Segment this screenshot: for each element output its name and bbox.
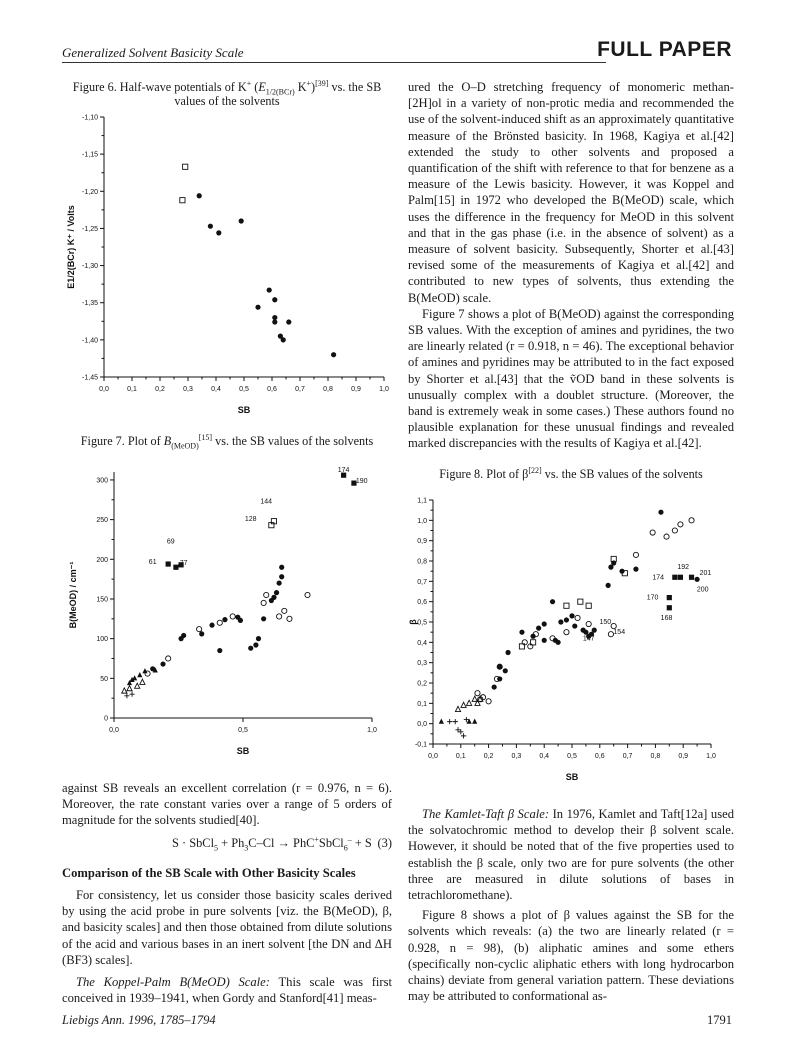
kamlet-title: The Kamlet-Taft β Scale:: [422, 807, 550, 821]
data-point-filled-circle: [248, 646, 253, 651]
data-label: 128: [244, 516, 257, 524]
y-tick-label: 0,7: [417, 578, 427, 586]
x-tick-label: 0,4: [539, 753, 550, 760]
data-point-filled-circle: [556, 640, 561, 645]
koppel-text: This scale was first conceived in 1939–1941, when Gordy and Stanford[41] meas-: [62, 975, 393, 1006]
koppel-title: The Koppel-Palm B(MeOD) Scale:: [76, 975, 270, 990]
data-point-filled-triangle: [137, 672, 142, 677]
section-heading: Comparison of the SB Scale with Other Basicity Scales: [62, 865, 356, 880]
data-label: 190: [355, 478, 368, 486]
data-point-filled-circle: [217, 648, 222, 653]
para-koppel: [62, 974, 392, 1006]
figure-7-chart: [62, 462, 402, 774]
equation-number: (3): [377, 835, 392, 850]
data-point-filled-circle: [255, 305, 260, 310]
y-axis-label: E1/2(BCr) K⁺ / Volts: [66, 205, 76, 289]
figure-6-chart: [62, 110, 402, 432]
data-point-filled-triangle: [472, 719, 477, 724]
x-tick-label: 0,9: [678, 753, 689, 760]
x-axis-label: SB: [236, 746, 250, 756]
data-point-filled-circle: [239, 218, 244, 223]
data-point-filled-square: [166, 561, 171, 566]
data-label: 174: [337, 467, 350, 474]
x-tick-label: 0,6: [594, 753, 605, 760]
y-tick-label: 0: [104, 715, 108, 723]
data-point-open-square: [586, 603, 591, 608]
figure-8-chart: [408, 490, 734, 792]
running-title: Generalized Solvent Basicity Scale: [62, 45, 244, 60]
data-point-open-circle: [575, 615, 580, 620]
y-tick-label: 0,2: [417, 680, 427, 688]
data-label: 174: [652, 574, 665, 582]
x-tick-label: 0,8: [323, 386, 333, 393]
data-point-filled-circle: [519, 630, 524, 635]
x-tick-label: 0,3: [511, 753, 522, 760]
para-right-2: Figure 7 shows a plot of B(MeOD) against the corresponding SB values. With the exception of amines and pyridines, the two are linearly related (r = 0.918, n = 46). The exceptional behavior of amines and pyridines may be attributed to in the fact exposed by Shorter et al.[43] that the ṽOD band in these solvents is unusually complex with a doublet structure. (Moreover, the band is extremely weak in some cases.) These authors found no plausible explanation for these unusual findings and revealed marked discrepancies with the results of Kagiya et al.[42].: [408, 306, 734, 451]
x-tick-label: 0,6: [267, 386, 277, 393]
data-point-filled-triangle: [439, 719, 444, 724]
data-point-open-circle: [678, 522, 683, 527]
data-point-filled-circle: [695, 577, 700, 582]
para-fig8: Figure 8 shows a plot of β values against the SB for the solvents which reveals: (a) the two are linearly related (r = 0.928, n = 98), (b) aliphatic amines and some ethers (specifically non-cyclic aliphatic ethers with long hydrocarbon chains) deviate from general variation pattern. These deviations may be attributed to conformational as-: [408, 908, 734, 1004]
y-tick-label: -1,45: [82, 374, 98, 382]
data-point-filled-circle: [542, 638, 547, 643]
para-kamlet: [408, 806, 734, 903]
data-point-open-circle: [486, 699, 491, 704]
x-tick-label: 0,7: [295, 386, 305, 393]
equation-3: S · SbCl$_5$ + $Ph_3C-Cl$ → PhC+SbCl$_6$– + S: [172, 834, 372, 853]
x-tick-label: 0,8: [650, 753, 661, 760]
data-point-open-square: [183, 164, 188, 169]
x-axis-label: SB: [237, 405, 251, 415]
data-point-filled-square: [689, 575, 694, 580]
para-consistency: For consistency, let us consider those basicity scales derived by using the acid probe in pure solvents [viz. the B(MeOD), β, and basicity scales] and then those obtained from dilute solutions of the acid and various bases in an inert solvent [the DN and ΔH (BF3) scales].: [62, 888, 392, 967]
data-point-plus: [461, 733, 466, 738]
data-point-filled-circle: [564, 617, 569, 622]
footer-journal: Liebigs Ann. 1996, 1785–1794: [62, 1013, 216, 1027]
x-tick-label: 0,2: [483, 753, 494, 760]
y-axis-label: β: [408, 619, 418, 625]
x-tick-label: 0,1: [127, 386, 137, 393]
data-point-filled-triangle: [132, 675, 137, 680]
data-label: 201: [699, 570, 712, 578]
data-point-filled-circle: [267, 287, 272, 292]
x-tick-label: 0,0: [99, 386, 109, 393]
data-point-filled-circle: [222, 617, 227, 622]
y-tick-label: -1,15: [82, 151, 98, 159]
data-point-plus: [129, 692, 134, 697]
x-tick-label: 0,7: [622, 753, 633, 760]
page-number: 1791: [707, 1013, 732, 1027]
data-point-filled-circle: [592, 628, 597, 633]
data-label: 192: [677, 564, 690, 572]
data-point-filled-square: [667, 605, 672, 610]
data-label: 154: [613, 629, 626, 637]
data-point-filled-circle: [633, 567, 638, 572]
para-right-1: ured the O–D stretching frequency of monomeric methan-[2H]ol in a variety of non-protic media and recommended the use of the solvent-induced shift as an approximately quantitative measure of the Brönsted basicity. In 1968, Kagiya et al.[42] extended the study to other solvents and proposed a quantification of the shift with reference to that for benzene as a measure of the Lewis basicity. However, it was Koppel and Palm[15] in 1972 who developed the B(MeOD) scale, which uses the difference in the frequency for MeOD in this solvent and that in the gas phase (i.e. in the absence of solvent) as a measure of solvent basicity. Subsequently, Shorter et al.[43] revised some of the measurements of Kagiya et al.[42] and contributed to new types of solvents, thus extending the B(MeOD) scale.: [408, 80, 734, 305]
data-point-open-triangle: [127, 686, 132, 691]
x-tick-label: 0,0: [109, 727, 119, 734]
data-point-open-circle: [261, 600, 266, 605]
data-label: 144: [260, 498, 273, 506]
data-label: 200: [696, 586, 709, 594]
data-point-filled-circle: [658, 510, 663, 515]
y-tick-label: 0,1: [417, 700, 427, 708]
data-point-filled-circle: [209, 623, 214, 628]
data-point-open-square: [564, 603, 569, 608]
data-point-open-triangle: [455, 706, 460, 711]
y-tick-label: 50: [100, 675, 108, 683]
data-point-filled-square: [667, 595, 672, 600]
y-tick-label: 300: [96, 477, 108, 485]
data-point-filled-circle: [208, 224, 213, 229]
x-tick-label: 0,4: [211, 386, 221, 393]
data-point-open-circle: [264, 592, 269, 597]
data-point-filled-square: [672, 575, 677, 580]
data-point-filled-circle: [216, 230, 221, 235]
data-point-open-circle: [664, 534, 669, 539]
x-tick-label: 1,0: [367, 727, 377, 734]
x-tick-label: 0,3: [183, 386, 193, 393]
data-point-filled-circle: [150, 666, 155, 671]
data-point-filled-circle: [181, 633, 186, 638]
data-point-filled-circle: [279, 565, 284, 570]
x-tick-label: 0,1: [455, 753, 466, 760]
data-point-filled-circle: [272, 297, 277, 302]
y-axis-label: B(MeOD) / cm⁻¹: [68, 561, 78, 629]
data-point-filled-circle: [572, 623, 577, 628]
data-point-open-circle: [633, 552, 638, 557]
data-point-open-circle: [217, 620, 222, 625]
x-tick-label: 0,9: [351, 386, 361, 393]
x-axis-label: SB: [565, 772, 579, 782]
y-tick-label: 0,6: [417, 599, 427, 607]
x-tick-label: 1,0: [379, 386, 389, 393]
data-point-open-triangle: [135, 683, 140, 688]
y-tick-label: -1,35: [82, 300, 98, 308]
data-label: 61: [148, 559, 157, 567]
data-point-filled-circle: [197, 193, 202, 198]
section-label: FULL PAPER: [597, 38, 732, 61]
data-point-filled-circle: [542, 621, 547, 626]
data-point-filled-circle: [256, 636, 261, 641]
data-point-open-circle: [277, 614, 282, 619]
data-point-open-triangle: [461, 702, 466, 707]
y-tick-label: 0,5: [417, 619, 427, 627]
x-tick-label: 1,0: [706, 753, 716, 760]
y-tick-label: 0,0: [417, 721, 427, 729]
data-point-filled-square: [173, 565, 178, 570]
data-point-filled-circle: [281, 337, 286, 342]
data-label: 147: [582, 635, 595, 643]
data-point-open-triangle: [122, 688, 127, 693]
y-tick-label: 0,4: [417, 639, 427, 647]
y-tick-label: -0,1: [414, 741, 427, 749]
data-point-open-triangle: [140, 679, 145, 684]
data-point-open-triangle: [467, 700, 472, 705]
data-point-filled-circle: [331, 352, 336, 357]
data-point-filled-circle: [277, 580, 282, 585]
fig6-caption: Figure 6. Half-wave potentials of K+ ($E_{1/2(BCr)}$ K+)[39] vs. the SB values of the solvents: [72, 78, 382, 108]
y-tick-label: 0,8: [417, 558, 427, 566]
data-point-filled-circle: [550, 599, 555, 604]
data-point-open-circle: [475, 691, 480, 696]
data-point-filled-circle: [286, 319, 291, 324]
y-tick-label: 250: [96, 517, 108, 525]
data-point-filled-square: [678, 575, 683, 580]
data-point-filled-circle: [261, 616, 266, 621]
y-tick-label: 1,1: [417, 497, 427, 505]
y-tick-label: -1,30: [82, 263, 98, 271]
header-rule: [62, 62, 606, 63]
data-point-filled-circle: [606, 583, 611, 588]
y-tick-label: 200: [96, 556, 108, 564]
data-point-open-circle: [689, 518, 694, 523]
fig8-caption: Figure 8. Plot of β[22] vs. the SB values of the solvents: [439, 465, 703, 481]
data-point-filled-circle: [160, 661, 165, 666]
fig7-caption: Figure 7. Plot of $B_{(MeOD)}[15]$ vs. the SB values of the solvents: [80, 432, 374, 451]
data-label: 150: [599, 619, 612, 627]
y-tick-label: 0,9: [417, 538, 427, 546]
data-point-open-circle: [145, 671, 150, 676]
data-point-filled-circle: [272, 319, 277, 324]
data-point-open-circle: [586, 621, 591, 626]
data-point-filled-circle: [253, 642, 258, 647]
y-tick-label: 150: [96, 596, 108, 604]
y-tick-label: -1,25: [82, 225, 98, 233]
data-point-filled-circle: [558, 619, 563, 624]
data-point-open-circle: [230, 614, 235, 619]
x-tick-label: 0,5: [239, 386, 249, 393]
para-correlation: against SB reveals an excellent correlation (r = 0.976, n = 6). Moreover, the rate constant varies over a range of 5 orders of magnitude for the solvents studied[40].: [62, 781, 392, 828]
data-point-open-circle: [650, 530, 655, 535]
data-label: 69: [166, 538, 175, 546]
y-tick-label: 100: [96, 636, 108, 644]
data-point-open-circle: [564, 630, 569, 635]
data-point-open-triangle: [472, 696, 477, 701]
data-point-filled-circle: [279, 574, 284, 579]
data-point-filled-circle: [505, 650, 510, 655]
data-point-filled-circle: [536, 626, 541, 631]
data-point-open-circle: [611, 623, 616, 628]
x-tick-label: 0,2: [155, 386, 165, 393]
data-point-open-circle: [287, 616, 292, 621]
y-tick-label: -1,40: [82, 337, 98, 345]
x-tick-label: 0,5: [567, 753, 577, 760]
data-label: 170: [646, 594, 659, 602]
y-tick-label: 1,0: [417, 517, 427, 525]
data-point-open-circle: [282, 608, 287, 613]
data-point-plus: [124, 693, 129, 698]
data-point-filled-circle: [274, 590, 279, 595]
data-point-open-square: [180, 198, 185, 203]
data-point-open-circle: [672, 528, 677, 533]
data-point-filled-circle: [569, 613, 574, 618]
kamlet-text: In 1976, Kamlet and Taft[12a] used the solvatochromic method to develop their β solvent scale. However, it should be noted that of the five properties used to establish the β scale, only two are for pure solvents (the other three are measured in dilute solutions of bases in tetrachloromethane).: [408, 807, 734, 903]
data-point-open-square: [578, 599, 583, 604]
data-point-filled-circle: [271, 595, 276, 600]
data-point-filled-circle: [503, 668, 508, 673]
y-tick-label: -1,10: [82, 114, 98, 122]
data-point-plus: [447, 719, 452, 724]
data-label: 77: [179, 559, 188, 567]
data-point-plus: [453, 719, 458, 724]
x-tick-label: 0,0: [428, 753, 438, 760]
data-point-open-circle: [197, 627, 202, 632]
x-tick-label: 0,5: [238, 727, 248, 734]
data-point-open-circle: [305, 592, 310, 597]
data-point-open-circle: [166, 656, 171, 661]
data-point-filled-circle: [238, 618, 243, 623]
y-tick-label: 0,3: [417, 660, 427, 668]
data-point-filled-circle: [492, 684, 497, 689]
data-point-filled-circle: [272, 315, 277, 320]
data-label: 168: [660, 614, 673, 622]
y-tick-label: -1,20: [82, 188, 98, 196]
